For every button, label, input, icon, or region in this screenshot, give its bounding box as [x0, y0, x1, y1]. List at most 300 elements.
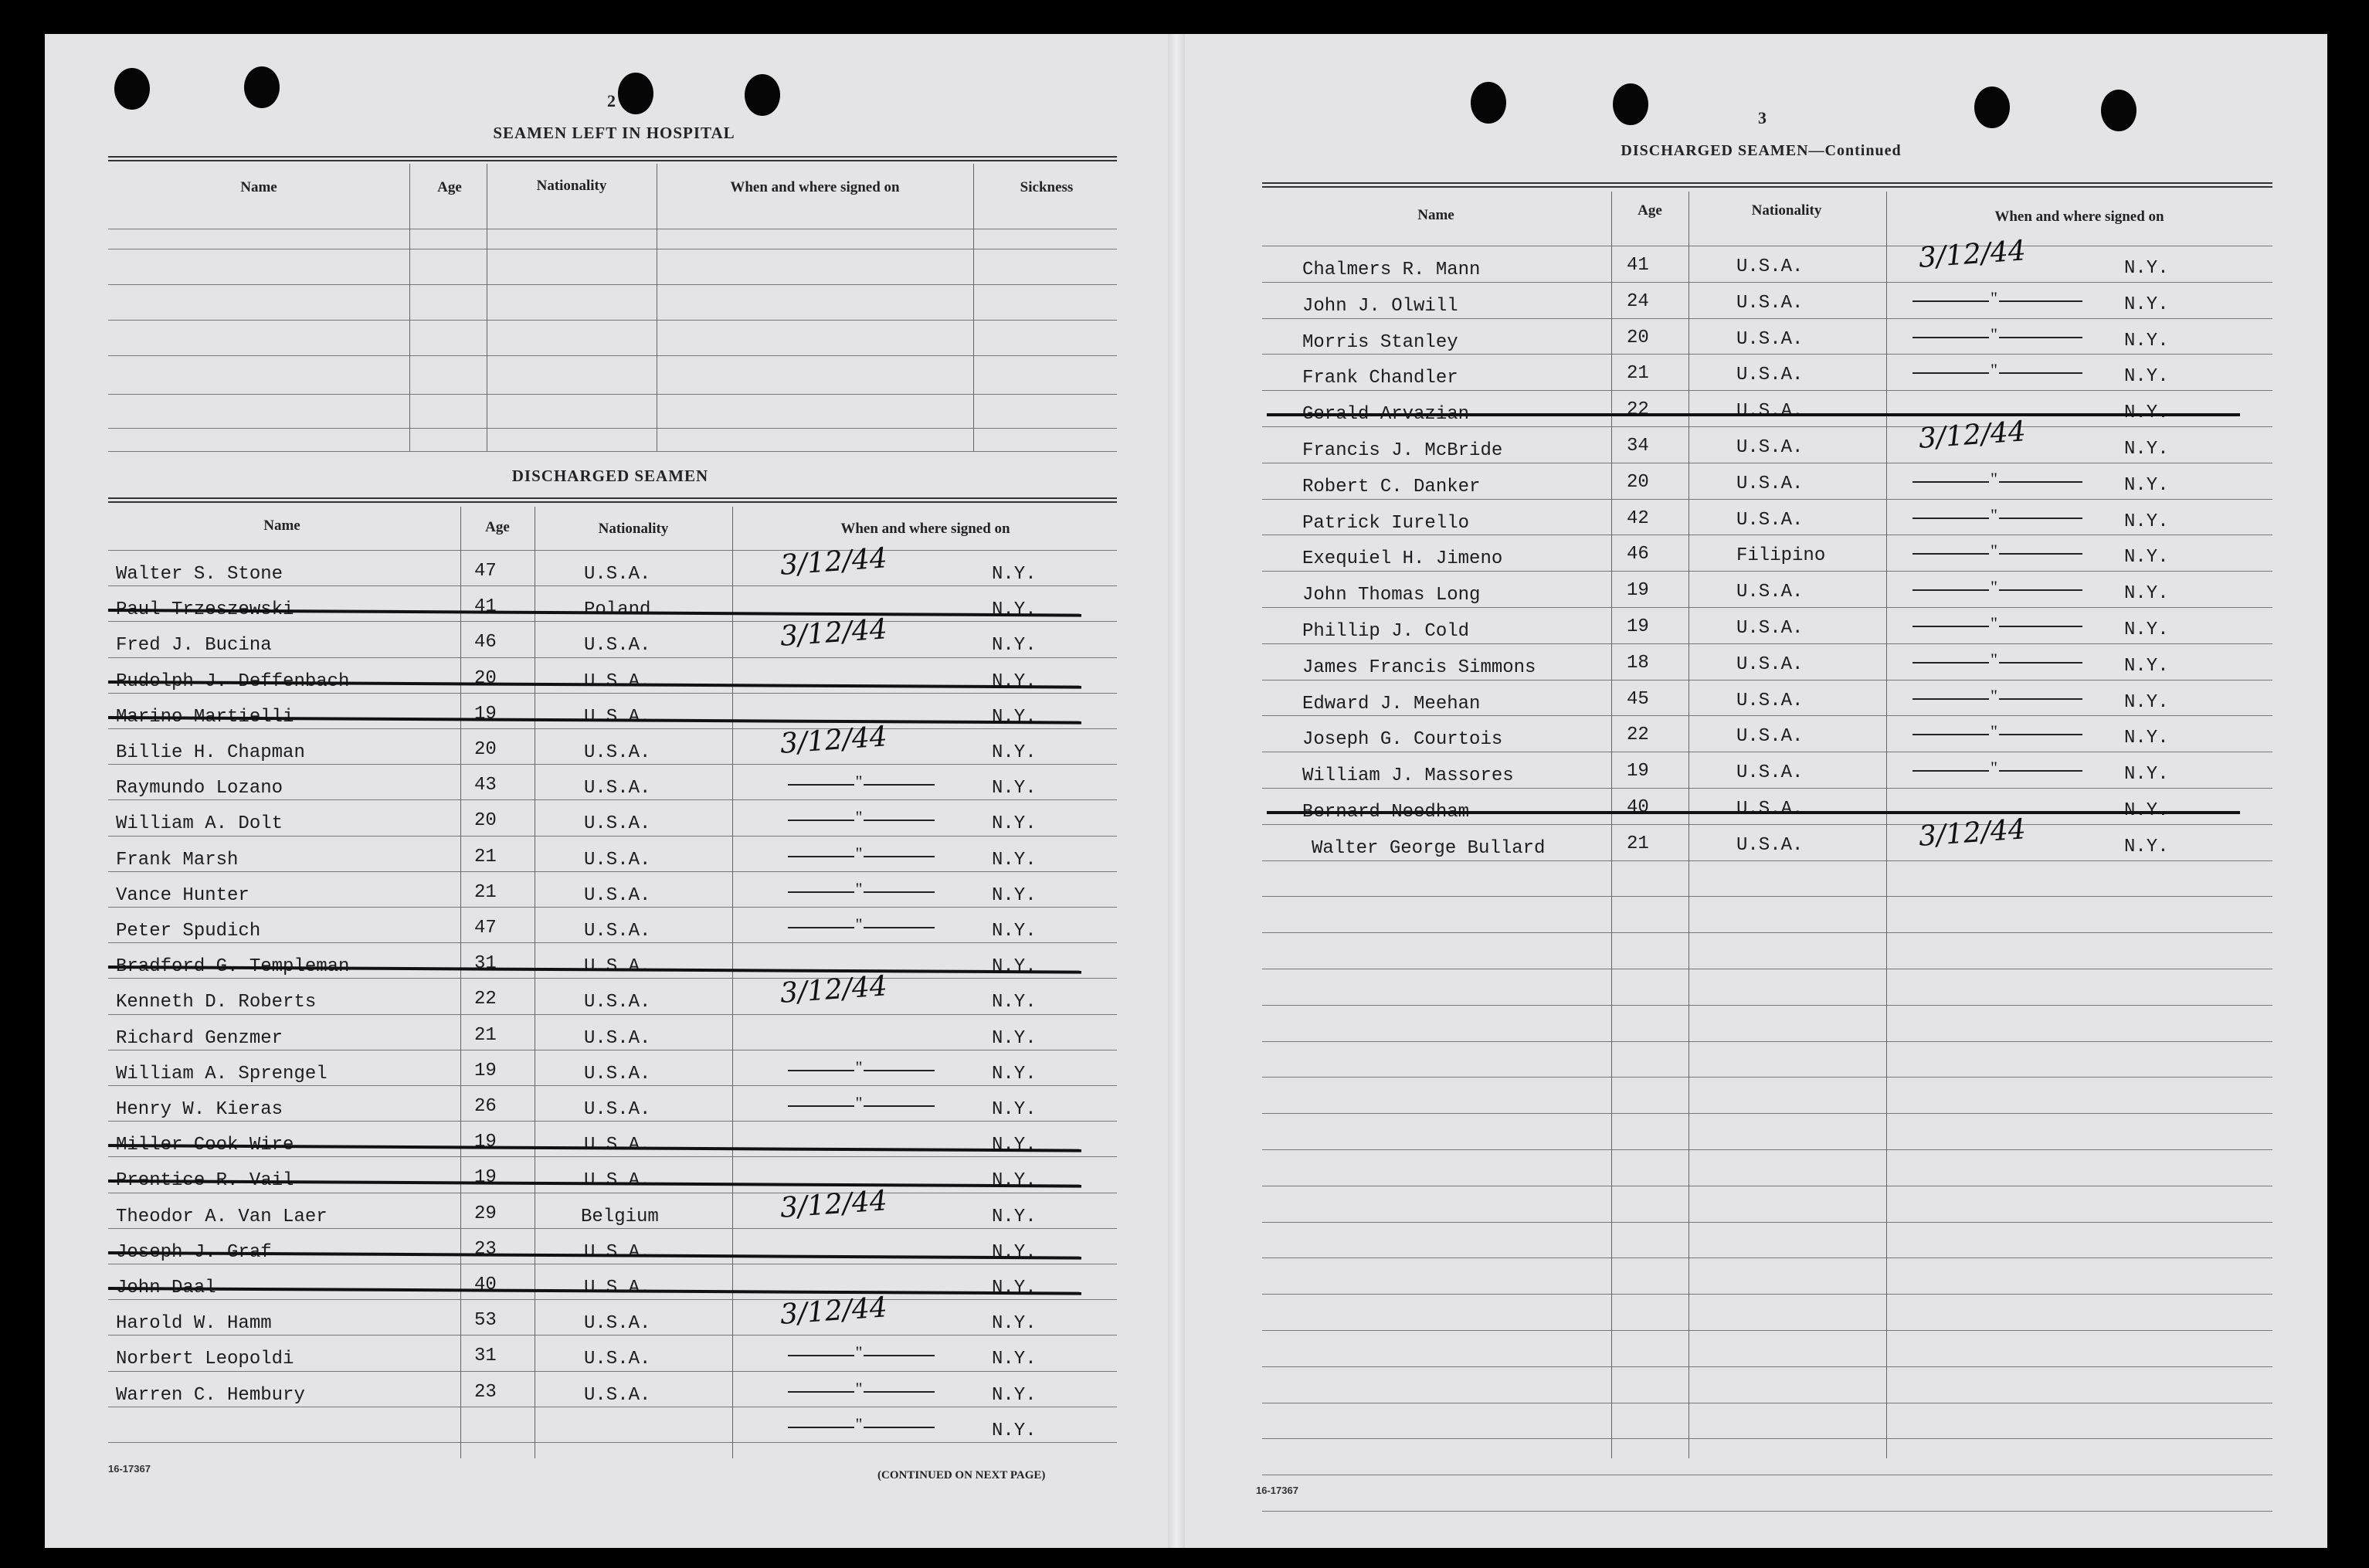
seaman-age: 19 — [474, 1167, 497, 1189]
grid-line — [108, 1299, 1117, 1300]
ditto-mark — [1913, 613, 2082, 633]
punch-hole — [114, 68, 150, 110]
signed-on-place: N.Y. — [992, 1241, 1037, 1263]
signed-on-place: N.Y. — [2124, 547, 2169, 568]
hospital-header-nationality: Nationality — [536, 178, 607, 194]
seaman-name: Norbert Leopoldi — [116, 1349, 294, 1370]
ditto-mark — [1913, 649, 2082, 669]
seaman-name: William A. Sprengel — [116, 1063, 328, 1084]
seaman-name: Henry W. Kieras — [116, 1099, 283, 1120]
seaman-nationality: U.S.A. — [584, 1278, 651, 1298]
signed-on-date: 3/12/44 — [1917, 416, 2028, 455]
seaman-age: 21 — [474, 1024, 497, 1046]
seaman-name: John Daal — [116, 1278, 216, 1298]
signed-on-place: N.Y. — [992, 742, 1037, 763]
ditto-symbol: " — [1991, 360, 1997, 380]
seaman-age: 23 — [474, 1238, 497, 1260]
seaman-name: Billie H. Chapman — [116, 742, 305, 763]
grid-line — [108, 1228, 1117, 1229]
grid-line — [1262, 571, 2272, 572]
seaman-nationality: U.S.A. — [1736, 256, 1804, 277]
strikethrough-line — [1267, 413, 2240, 416]
signed-on-place: N.Y. — [992, 564, 1037, 585]
ditto-mark — [1913, 504, 2082, 524]
grid-line — [1262, 788, 2272, 789]
signed-on-place: N.Y. — [992, 1099, 1037, 1120]
grid-line — [1262, 824, 2272, 825]
seaman-name: Miller Cook Wire — [116, 1135, 294, 1156]
signed-on-place: N.Y. — [2124, 402, 2169, 424]
grid-line — [973, 164, 974, 451]
seaman-nationality: U.S.A. — [1736, 834, 1804, 856]
ditto-symbol: " — [855, 1342, 863, 1363]
seaman-age: 19 — [474, 1132, 497, 1153]
seaman-nationality: U.S.A. — [584, 564, 651, 585]
signed-on-place: N.Y. — [2124, 366, 2169, 388]
seaman-age: 19 — [1627, 761, 1649, 782]
hospital-header-age: Age — [437, 179, 462, 195]
signed-on-date: 3/12/44 — [1917, 235, 2028, 274]
ditto-mark — [1913, 287, 2082, 307]
seaman-age: 20 — [1627, 327, 1649, 348]
ditto-symbol: " — [855, 1093, 863, 1112]
seaman-name: Walter S. Stone — [116, 564, 283, 585]
ditto-symbol: " — [855, 1414, 863, 1434]
ditto-mark — [1913, 360, 2082, 380]
grid-line — [108, 1014, 1117, 1015]
seaman-nationality: U.S.A. — [1736, 401, 1804, 423]
signed-on-place: N.Y. — [2124, 258, 2169, 279]
seaman-name: Raymundo Lozano — [116, 778, 283, 799]
signed-on-place: N.Y. — [2124, 764, 2169, 786]
signed-on-place: N.Y. — [2124, 583, 2169, 605]
seaman-age: 47 — [474, 918, 497, 938]
seaman-nationality: U.S.A. — [584, 1027, 651, 1049]
seaman-age: 40 — [1627, 797, 1649, 818]
signed-on-place: N.Y. — [2124, 511, 2169, 532]
seaman-nationality: Filipino — [1736, 545, 1826, 567]
ditto-symbol: " — [855, 915, 863, 934]
signed-on-place: N.Y. — [992, 813, 1037, 835]
seaman-age: 22 — [1627, 399, 1649, 421]
seaman-age: 24 — [1627, 290, 1649, 312]
seaman-nationality: U.S.A. — [584, 778, 651, 799]
seaman-age: 19 — [474, 703, 497, 725]
grid-line — [108, 355, 1117, 356]
signed-on-place: N.Y. — [992, 1206, 1037, 1227]
signed-on-date: 3/12/44 — [779, 1291, 889, 1331]
seaman-age: 41 — [1627, 255, 1649, 276]
grid-line — [1262, 282, 2272, 283]
seaman-name: Frank Chandler — [1302, 368, 1458, 389]
signed-on-place: N.Y. — [992, 956, 1037, 978]
signed-on-place: N.Y. — [992, 1349, 1037, 1370]
ditto-symbol: " — [1991, 541, 1997, 561]
seaman-name: Theodor A. Van Laer — [116, 1206, 328, 1227]
seaman-name: William A. Dolt — [116, 813, 283, 835]
ditto-symbol: " — [855, 1378, 863, 1398]
signed-on-place: N.Y. — [2124, 619, 2169, 640]
ditto-mark — [1913, 577, 2082, 597]
punch-hole — [2101, 90, 2137, 131]
seaman-name: Warren C. Hembury — [116, 1384, 305, 1406]
seaman-age: 29 — [474, 1203, 497, 1224]
signed-on-place: N.Y. — [2124, 836, 2169, 857]
grid-line — [108, 978, 1117, 979]
grid-line — [108, 284, 1117, 285]
grid-line — [108, 942, 1117, 943]
grid-line — [1262, 318, 2272, 319]
seaman-nationality: U.S.A. — [1736, 726, 1804, 748]
seaman-age: 20 — [474, 810, 497, 832]
seaman-nationality: U.S.A. — [584, 1384, 651, 1406]
ditto-mark — [1913, 721, 2082, 742]
seaman-nationality: U.S.A. — [584, 706, 651, 728]
seaman-name: Edward J. Meehan — [1302, 693, 1481, 714]
seaman-nationality: U.S.A. — [584, 1170, 651, 1192]
seaman-age: 42 — [1627, 507, 1649, 529]
seaman-name: Robert C. Danker — [1302, 476, 1481, 497]
punch-hole — [1974, 87, 2010, 128]
right-table-rule — [1262, 182, 2272, 188]
grid-line — [1262, 1005, 2272, 1006]
grid-line — [1262, 1149, 2272, 1150]
seaman-nationality: Belgium — [581, 1206, 659, 1227]
discharged-section-title: DISCHARGED SEAMEN — [511, 467, 709, 485]
signed-on-date: 3/12/44 — [779, 970, 889, 1010]
grid-line — [108, 1085, 1117, 1086]
grid-line — [108, 451, 1117, 452]
grid-line — [108, 1156, 1117, 1157]
seaman-name: Fred J. Bucina — [116, 635, 272, 657]
seaman-nationality: U.S.A. — [584, 813, 651, 835]
seaman-name: Walter George Bullard — [1312, 837, 1546, 859]
grid-line — [108, 657, 1117, 658]
ditto-symbol: " — [1991, 324, 1997, 344]
signed-on-place: N.Y. — [992, 1170, 1037, 1192]
ditto-mark — [788, 1342, 935, 1363]
seaman-nationality: U.S.A. — [584, 1099, 651, 1120]
punch-hole — [244, 66, 280, 108]
seaman-age: 31 — [474, 1346, 497, 1367]
grid-line — [108, 1442, 1117, 1443]
ditto-symbol: " — [1991, 685, 1997, 705]
seaman-age: 20 — [1627, 471, 1649, 493]
right-header-when-where: When and where signed on — [1994, 209, 2164, 225]
grid-line — [1262, 1113, 2272, 1114]
hospital-header-name: Name — [240, 179, 277, 195]
seaman-age: 21 — [474, 846, 497, 867]
seaman-nationality: Poland — [584, 599, 651, 621]
signed-on-place: N.Y. — [992, 706, 1037, 728]
seaman-nationality: U.S.A. — [584, 1241, 651, 1263]
signed-on-date: 3/12/44 — [779, 613, 889, 653]
seaman-name: John J. Olwill — [1302, 295, 1458, 317]
grid-line — [108, 1371, 1117, 1372]
seaman-nationality: U.S.A. — [584, 670, 651, 692]
signed-on-place: N.Y. — [992, 1420, 1037, 1441]
seaman-nationality: U.S.A. — [1736, 437, 1804, 458]
ditto-symbol: " — [1991, 649, 1997, 669]
seaman-name: Gerald Arvazian — [1302, 404, 1470, 426]
seaman-age: 34 — [1627, 436, 1649, 456]
ditto-mark — [788, 1414, 935, 1434]
right-header-name: Name — [1417, 207, 1454, 223]
ditto-symbol: " — [855, 843, 863, 863]
grid-line — [108, 728, 1117, 729]
seaman-nationality: U.S.A. — [1736, 762, 1804, 784]
punch-hole — [1471, 82, 1506, 124]
signed-on-place: N.Y. — [2124, 294, 2169, 315]
grid-line — [1262, 354, 2272, 355]
seaman-age: 20 — [474, 739, 497, 760]
seaman-nationality: U.S.A. — [1736, 328, 1804, 350]
seaman-name: Harold W. Hamm — [116, 1313, 272, 1335]
seaman-age: 19 — [1627, 616, 1649, 637]
seaman-name: Frank Marsh — [116, 849, 239, 871]
seaman-nationality: U.S.A. — [1736, 799, 1804, 820]
seaman-name: Rudolph J. Deffenbach — [116, 670, 350, 692]
seaman-age: 21 — [474, 881, 497, 903]
hospital-header-sickness: Sickness — [1020, 179, 1074, 195]
grid-line — [108, 764, 1117, 765]
signed-on-place: N.Y. — [992, 921, 1037, 942]
ditto-symbol: " — [1991, 613, 1997, 633]
seaman-name: Francis J. McBride — [1302, 440, 1503, 461]
grid-line — [1262, 1257, 2272, 1258]
ditto-mark — [788, 915, 935, 934]
grid-line — [1262, 390, 2272, 391]
seaman-nationality: U.S.A. — [584, 1063, 651, 1084]
seaman-age: 46 — [474, 632, 497, 653]
seaman-name: Exequiel H. Jimeno — [1302, 548, 1503, 570]
signed-on-place: N.Y. — [2124, 800, 2169, 821]
seaman-name: Joseph G. Courtois — [1302, 729, 1503, 751]
grid-line — [108, 871, 1117, 872]
signed-on-place: N.Y. — [992, 1135, 1037, 1156]
seaman-nationality: U.S.A. — [584, 956, 651, 978]
signed-on-place: N.Y. — [992, 992, 1037, 1013]
ditto-mark — [788, 1057, 935, 1077]
seaman-age: 53 — [474, 1310, 497, 1332]
grid-line — [1262, 607, 2272, 608]
grid-line — [108, 621, 1117, 622]
seaman-name: Bernard Needham — [1302, 802, 1470, 823]
ditto-mark — [1913, 758, 2082, 778]
seaman-nationality: U.S.A. — [1736, 473, 1804, 494]
seaman-nationality: U.S.A. — [1736, 292, 1804, 314]
seaman-age: 22 — [1627, 725, 1649, 746]
seaman-name: Vance Hunter — [116, 884, 249, 906]
punch-hole — [618, 73, 653, 114]
seaman-nationality: U.S.A. — [584, 742, 651, 763]
ditto-mark — [1913, 468, 2082, 488]
seaman-name: Richard Genzmer — [116, 1027, 283, 1049]
grid-line — [108, 428, 1117, 429]
signed-on-place: N.Y. — [2124, 655, 2169, 677]
signed-on-place: N.Y. — [2124, 330, 2169, 351]
signed-on-place: N.Y. — [992, 635, 1037, 657]
grid-line — [108, 799, 1117, 800]
grid-line — [1262, 1041, 2272, 1042]
seaman-age: 26 — [474, 1096, 497, 1117]
hospital-section-title: SEAMEN LEFT IN HOSPITAL — [493, 124, 735, 142]
discharged-header-name: Name — [263, 518, 300, 534]
signed-on-place: N.Y. — [2124, 728, 2169, 749]
grid-line — [108, 1121, 1117, 1122]
seaman-name: Joseph J. Graf — [116, 1241, 272, 1263]
form-number: 16-17367 — [1256, 1485, 1298, 1496]
ditto-symbol: " — [1991, 721, 1997, 742]
seaman-name: John Thomas Long — [1302, 585, 1481, 606]
seaman-name: Patrick Iurello — [1302, 512, 1470, 534]
signed-on-date: 3/12/44 — [779, 721, 889, 760]
seaman-age: 23 — [474, 1381, 497, 1403]
signed-on-place: N.Y. — [992, 1063, 1037, 1084]
ditto-mark — [788, 1093, 935, 1112]
ditto-symbol: " — [1991, 758, 1997, 778]
seaman-name: Bradford G. Templeman — [116, 956, 350, 978]
page-number: 3 — [1758, 108, 1767, 127]
seaman-age: 20 — [474, 667, 497, 689]
seaman-age: 45 — [1627, 688, 1649, 710]
ditto-symbol: " — [1991, 504, 1997, 524]
punch-hole — [745, 74, 780, 116]
signed-on-place: N.Y. — [992, 1313, 1037, 1335]
grid-line — [108, 585, 1117, 586]
signed-on-place: N.Y. — [992, 849, 1037, 871]
seaman-age: 19 — [1627, 580, 1649, 602]
grid-line — [108, 1335, 1117, 1336]
page-fold — [1168, 34, 1185, 1548]
ditto-mark — [788, 843, 935, 863]
seaman-name: Marino Martielli — [116, 706, 294, 728]
seaman-age: 22 — [474, 989, 497, 1010]
right-header-nationality: Nationality — [1751, 202, 1822, 219]
right-header-age: Age — [1638, 202, 1662, 219]
seaman-nationality: U.S.A. — [584, 992, 651, 1013]
grid-line — [1262, 715, 2272, 716]
seaman-nationality: U.S.A. — [1736, 365, 1804, 386]
ditto-symbol: " — [855, 1057, 863, 1077]
grid-line — [108, 907, 1117, 908]
discharged-header-nationality: Nationality — [598, 521, 669, 537]
grid-line — [1262, 643, 2272, 644]
grid-line — [108, 550, 1117, 551]
form-number: 16-17367 — [108, 1463, 151, 1475]
hospital-table-rule — [108, 156, 1117, 161]
seaman-age: 21 — [1627, 363, 1649, 385]
ditto-symbol: " — [855, 807, 863, 827]
seaman-nationality: U.S.A. — [1736, 509, 1804, 531]
grid-line — [409, 164, 410, 451]
seaman-nationality: U.S.A. — [1736, 618, 1804, 639]
punch-hole — [1613, 83, 1648, 125]
signed-on-date: 3/12/44 — [779, 1184, 889, 1224]
seaman-nationality: U.S.A. — [584, 1135, 651, 1156]
grid-line — [1262, 896, 2272, 897]
grid-line — [732, 507, 733, 1458]
grid-line — [1262, 932, 2272, 933]
seaman-name: Peter Spudich — [116, 921, 261, 942]
grid-line — [1262, 499, 2272, 500]
seaman-name: Kenneth D. Roberts — [116, 992, 317, 1013]
seaman-nationality: U.S.A. — [584, 1349, 651, 1370]
seaman-nationality: U.S.A. — [1736, 690, 1804, 711]
ditto-mark — [1913, 541, 2082, 561]
seaman-age: 47 — [474, 561, 497, 582]
grid-line — [1262, 1438, 2272, 1439]
ditto-symbol: " — [855, 772, 863, 792]
signed-on-place: N.Y. — [992, 599, 1037, 621]
grid-line — [108, 693, 1117, 694]
seaman-nationality: U.S.A. — [584, 921, 651, 942]
hospital-header-when-where: When and where signed on — [730, 179, 900, 195]
seaman-name: James Francis Simmons — [1302, 657, 1536, 678]
signed-on-place: N.Y. — [2124, 439, 2169, 460]
seaman-name: Phillip J. Cold — [1302, 621, 1470, 642]
seaman-nationality: U.S.A. — [584, 1313, 651, 1335]
seaman-age: 21 — [1627, 833, 1649, 854]
seaman-nationality: U.S.A. — [1736, 582, 1804, 603]
ditto-mark — [788, 807, 935, 827]
seaman-age: 43 — [474, 775, 497, 796]
seaman-age: 31 — [474, 953, 497, 975]
seaman-age: 40 — [474, 1274, 497, 1295]
grid-line — [1262, 1077, 2272, 1078]
seaman-age: 46 — [1627, 544, 1649, 565]
signed-on-place: N.Y. — [992, 670, 1037, 692]
continued-note: (CONTINUED ON NEXT PAGE) — [877, 1469, 1046, 1481]
signed-on-place: N.Y. — [2124, 474, 2169, 496]
signed-on-date: 3/12/44 — [779, 542, 889, 582]
ditto-symbol: " — [1991, 468, 1997, 488]
ditto-mark — [788, 1378, 935, 1398]
signed-on-place: N.Y. — [992, 1384, 1037, 1406]
seaman-nationality: U.S.A. — [584, 849, 651, 871]
ditto-mark — [788, 772, 935, 792]
seaman-nationality: U.S.A. — [584, 884, 651, 906]
ditto-mark — [1913, 324, 2082, 344]
grid-line — [1262, 1222, 2272, 1223]
grid-line — [1262, 1330, 2272, 1331]
ditto-symbol: " — [1991, 287, 1997, 307]
seaman-age: 19 — [474, 1060, 497, 1081]
signed-on-place: N.Y. — [992, 1278, 1037, 1298]
ditto-symbol: " — [855, 878, 863, 898]
grid-line — [1262, 860, 2272, 861]
grid-line — [1611, 192, 1612, 1458]
seaman-name: Morris Stanley — [1302, 331, 1458, 353]
grid-line — [108, 836, 1117, 837]
page-number: 2 — [607, 91, 616, 110]
seaman-nationality: U.S.A. — [584, 635, 651, 657]
discharged-header-when-where: When and where signed on — [840, 521, 1010, 537]
seaman-name: Prentice R. Vail — [116, 1170, 294, 1192]
grid-line — [1262, 426, 2272, 427]
seaman-name: William J. Massores — [1302, 765, 1514, 787]
signed-on-place: N.Y. — [992, 884, 1037, 906]
grid-line — [1886, 192, 1887, 1458]
signed-on-place: N.Y. — [2124, 691, 2169, 713]
seaman-name: Chalmers R. Mann — [1302, 260, 1481, 280]
ditto-symbol: " — [1991, 577, 1997, 597]
grid-line — [1262, 1294, 2272, 1295]
grid-line — [1262, 1511, 2272, 1512]
grid-line — [1262, 1366, 2272, 1367]
signed-on-place: N.Y. — [992, 778, 1037, 799]
discharged-table-rule — [108, 497, 1117, 503]
